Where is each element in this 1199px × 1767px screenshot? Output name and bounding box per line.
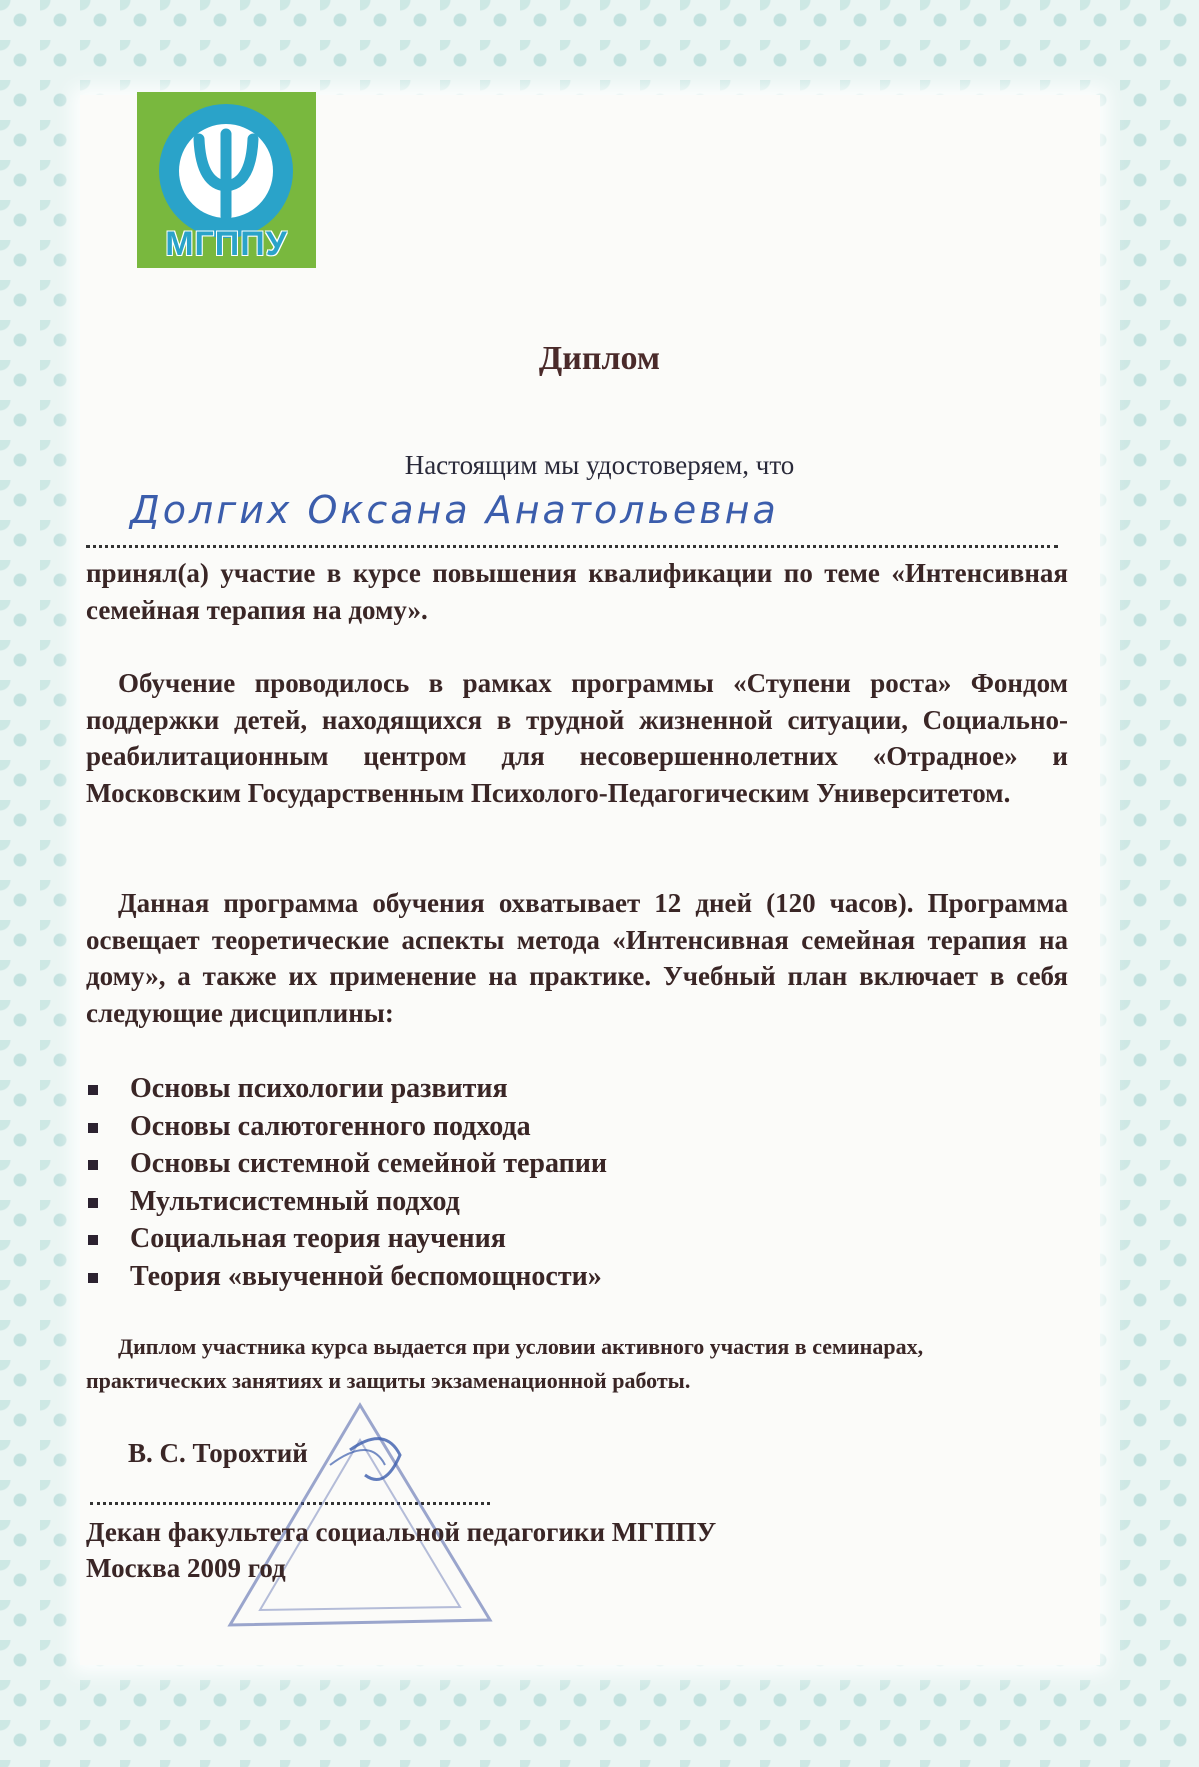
- recipient-name: Долгих Оксана Анатольевна: [130, 488, 779, 532]
- certify-text: Настоящим мы удостоверяем, что: [404, 450, 795, 480]
- dean-title: Декан факультета социальной педагогики МГППУ: [86, 1517, 717, 1547]
- logo-text: МГППУ: [165, 225, 288, 263]
- bullet-icon: [88, 1273, 98, 1283]
- participation-text: принял(а) участие в курсе повышения квалификации по теме «Интенсивная семейная терапия на дому».: [86, 558, 1068, 625]
- list-item: Основы салютогенного подхода: [86, 1108, 607, 1146]
- bullet-icon: [88, 1160, 98, 1170]
- list-item: Социальная теория научения: [86, 1220, 607, 1258]
- dean-block: [86, 1514, 716, 1586]
- logo-circle: [159, 104, 293, 238]
- name-dotted-line: [86, 545, 1058, 548]
- scope-paragraph: Данная программа обучения охватывает 12 дней (120 часов). Программа освещает теоретические аспекты метода «Интенсивная семейная терапия на дому», а также их применение на практике. Учебный план включает в себя следующие дисциплины:: [86, 888, 1068, 1028]
- condition-text: Диплом участника курса выдается при условии активного участия в семинарах, практических занятиях и защиты экзаменационной работы.: [86, 1334, 924, 1393]
- university-logo: [137, 92, 316, 268]
- program-paragraph: Обучение проводилось в рамках программы «Ступени роста» Фондом поддержки детей, находящихся в трудной жизненной ситуации, Социально-реабилитационным центром для несовершеннолетних «Отрадное» и Московским Государственным Психолого-Педагогическим Университетом.: [86, 668, 1068, 808]
- bullet-icon: [88, 1123, 98, 1133]
- psi-icon: [159, 104, 293, 238]
- document-title: Диплом: [538, 340, 661, 377]
- list-item: Основы психологии развития: [86, 1070, 607, 1108]
- list-item: Основы системной семейной терапии: [86, 1145, 607, 1183]
- signer-name: В. С. Торохтий: [128, 1438, 308, 1468]
- list-item: Мультисистемный подход: [86, 1183, 607, 1221]
- list-item: Теория «выученной беспомощности»: [86, 1258, 607, 1296]
- disciplines-list: [86, 1070, 607, 1295]
- bullet-icon: [88, 1085, 98, 1095]
- bullet-icon: [88, 1198, 98, 1208]
- bullet-icon: [88, 1235, 98, 1245]
- place-year: Москва 2009 год: [86, 1553, 286, 1583]
